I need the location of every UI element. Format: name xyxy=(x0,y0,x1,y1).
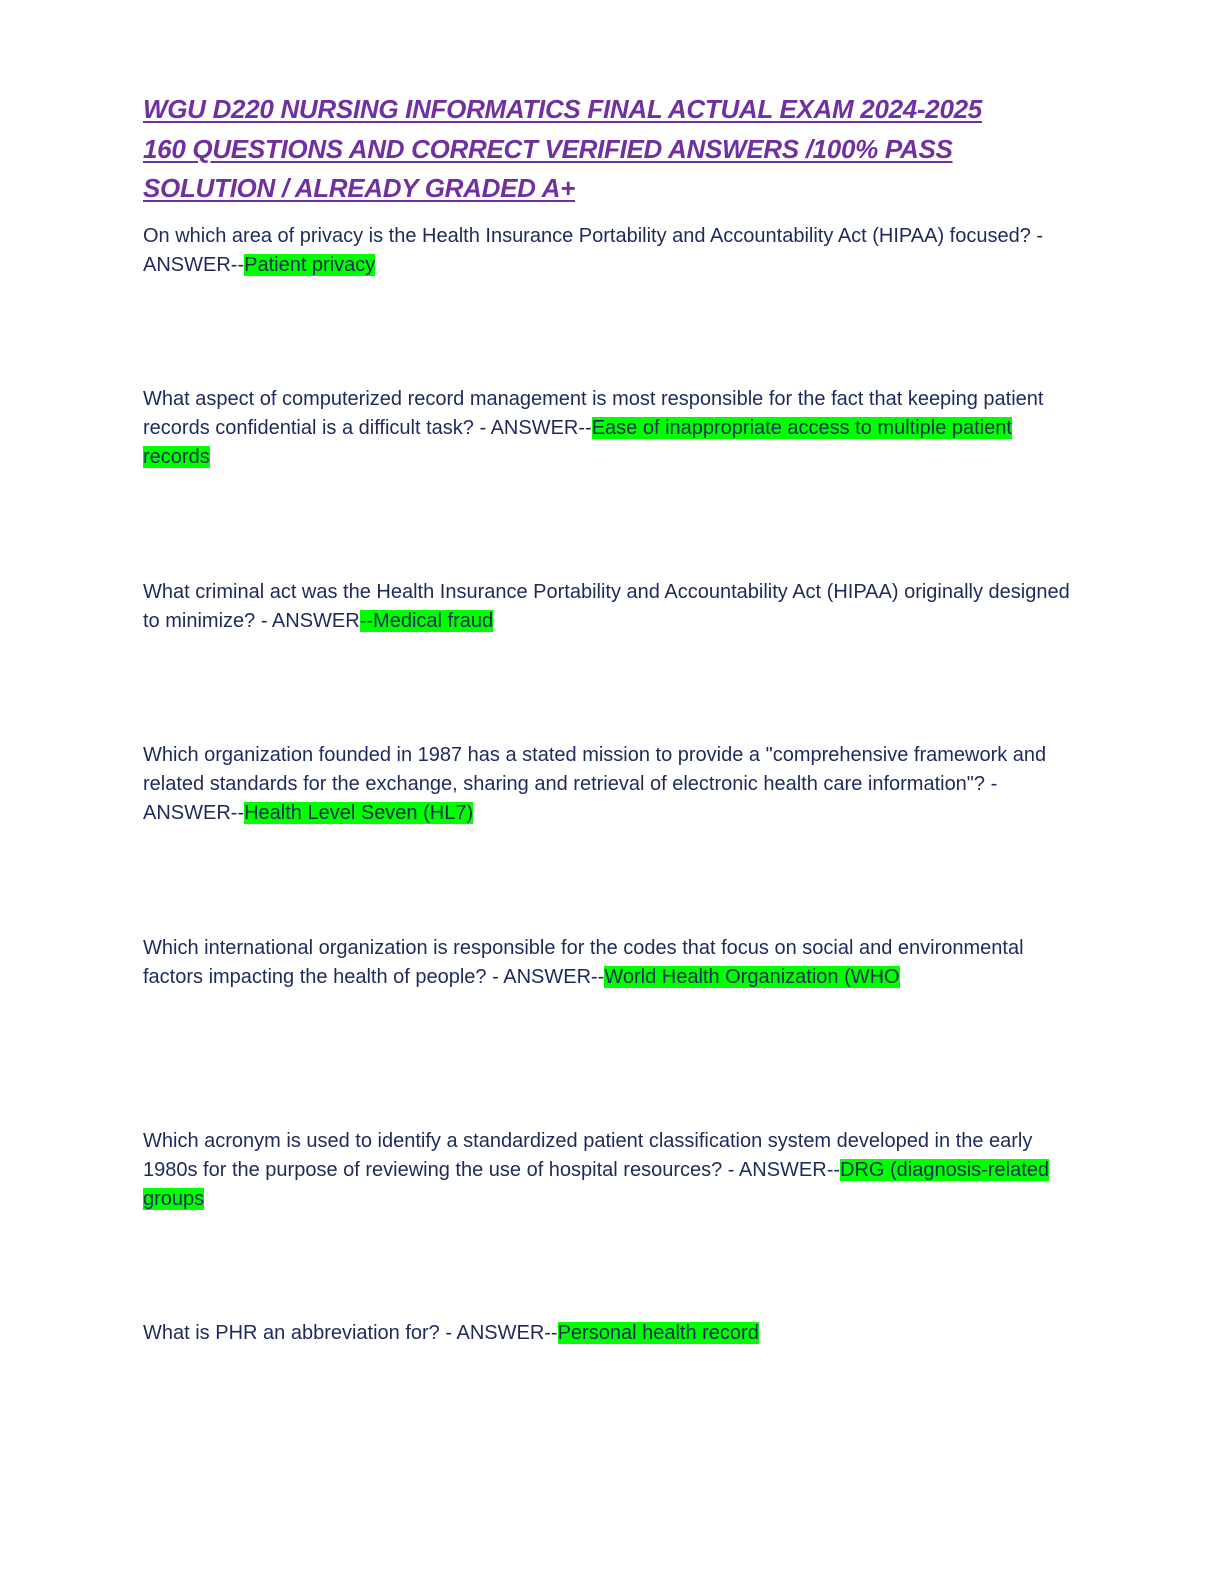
title-line: SOLUTION / ALREADY GRADED A+ xyxy=(143,173,575,203)
question-text: On which area of privacy is the Health Insurance Portability and Accountability Act (HIPAA) focused? - ANSWER-- xyxy=(143,225,1044,276)
title-line: 160 QUESTIONS AND CORRECT VERIFIED ANSWERS /100% PASS xyxy=(143,133,953,164)
document-title xyxy=(143,90,1073,209)
question-text: Which acronym is used to identify a standardized patient classification system developed in the early 1980s for the purpose of reviewing the use of hospital resources? - ANSWER-- xyxy=(143,1130,1033,1181)
qa-item xyxy=(143,385,1078,472)
qa-item xyxy=(143,222,1078,280)
title-line: WGU D220 NURSING INFORMATICS FINAL ACTUAL EXAM 2024-2025 xyxy=(143,94,982,124)
answer-highlight: Ease of inappropriate access to multiple patient records xyxy=(143,417,1012,468)
qa-item xyxy=(143,1319,1078,1348)
question-text: Which international organization is responsible for the codes that focus on social and environmental factors impacting the health of people? - ANSWER-- xyxy=(143,937,1024,988)
answer-highlight: World Health Organization (WHO xyxy=(604,966,900,988)
question-text: Which organization founded in 1987 has a stated mission to provide a "comprehensive framework and related standards for the exchange, sharing and retrieval of electronic health care information"? - ANSWER-- xyxy=(143,744,1047,824)
qa-item xyxy=(143,741,1078,828)
answer-highlight: Personal health record xyxy=(557,1322,759,1344)
question-text: What criminal act was the Health Insurance Portability and Accountability Act (HIPAA) originally designed to minimize? - ANSWER xyxy=(143,581,1070,632)
question-text: What aspect of computerized record management is most responsible for the fact that keeping patient records confidential is a difficult task? - ANSWER-- xyxy=(143,388,1044,439)
qa-item xyxy=(143,1127,1078,1214)
qa-item xyxy=(143,934,1078,992)
answer-highlight: Patient privacy xyxy=(244,254,376,276)
question-text: What is PHR an abbreviation for? - ANSWER-- xyxy=(143,1322,558,1344)
answer-highlight: Health Level Seven (HL7) xyxy=(244,802,474,824)
qa-item xyxy=(143,578,1078,636)
answer-highlight: --Medical fraud xyxy=(359,610,494,632)
answer-highlight: DRG (diagnosis-related groups xyxy=(143,1159,1049,1210)
